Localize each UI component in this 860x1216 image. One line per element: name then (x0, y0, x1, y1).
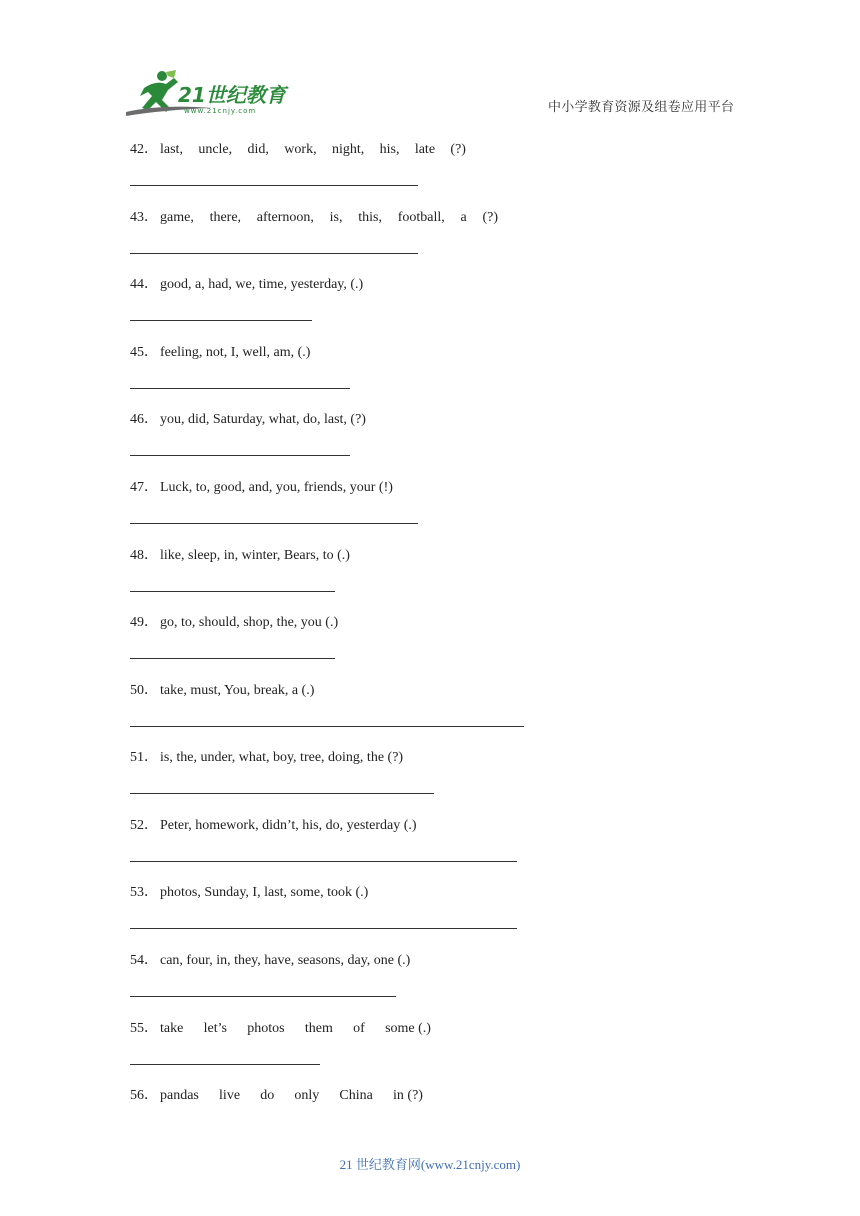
question-item (130, 679, 314, 699)
question-text: photos, Sunday, I, last, some, took (.) (160, 885, 369, 900)
question-text: good, a, had, we, time, yesterday, (.) (160, 277, 364, 292)
answer-line[interactable] (130, 591, 335, 592)
answer-line[interactable] (130, 455, 350, 456)
word-token: last, (160, 142, 183, 157)
question-number: 49． (130, 615, 158, 630)
question-item (130, 746, 403, 766)
question-number: 45． (130, 345, 158, 360)
word-token: live (219, 1088, 241, 1103)
question-number: 52． (130, 818, 158, 833)
question-number: 54． (130, 953, 158, 968)
word-token: China (339, 1088, 373, 1103)
question-number: 44． (130, 277, 158, 292)
question-item (130, 814, 417, 834)
word-token: uncle, (198, 142, 233, 157)
question-text: go, to, should, shop, the, you (.) (160, 615, 339, 630)
answer-line[interactable] (130, 861, 517, 862)
question-words (160, 142, 466, 158)
question-text: like, sleep, in, winter, Bears, to (.) (160, 548, 350, 563)
question-item (130, 1084, 423, 1104)
answer-line[interactable] (130, 388, 350, 389)
question-number: 42． (130, 142, 158, 157)
word-token: afternoon, (256, 210, 314, 225)
answer-line[interactable] (130, 523, 418, 524)
runner-logo-icon (122, 68, 292, 118)
word-token: did, (247, 142, 269, 157)
question-number: 47． (130, 480, 158, 495)
word-token: his, (379, 142, 400, 157)
word-token: only (294, 1088, 320, 1103)
question-text: feeling, not, I, well, am, (.) (160, 345, 311, 360)
answer-line[interactable] (130, 1064, 320, 1065)
question-item (130, 138, 466, 158)
question-item (130, 881, 368, 901)
answer-line[interactable] (130, 726, 524, 727)
question-item (130, 611, 338, 631)
question-text: is, the, under, what, boy, tree, doing, the (?) (160, 750, 404, 765)
question-number: 48． (130, 548, 158, 563)
platform-tagline: 中小学教育资源及组卷应用平台 (548, 100, 735, 115)
svg-text:21世纪教育: 21世纪教育 (178, 83, 286, 107)
word-token: is, (329, 210, 343, 225)
question-item (130, 206, 498, 226)
question-words (160, 210, 498, 226)
word-token: night, (331, 142, 365, 157)
word-token: do (260, 1088, 275, 1103)
question-text: take, must, You, break, a (.) (160, 683, 315, 698)
answer-line[interactable] (130, 185, 418, 186)
answer-line[interactable] (130, 793, 434, 794)
word-token: football, (397, 210, 445, 225)
question-number: 50． (130, 683, 158, 698)
word-token: of (353, 1021, 365, 1036)
word-token: in (?) (393, 1088, 423, 1103)
question-item (130, 476, 393, 496)
word-token: pandas (160, 1088, 199, 1103)
question-words (160, 1021, 431, 1037)
word-token: work, (284, 142, 317, 157)
question-text: you, did, Saturday, what, do, last, (?) (160, 412, 366, 427)
answer-line[interactable] (130, 253, 418, 254)
question-item (130, 544, 350, 564)
svg-text:www.21cnjy.com: www.21cnjy.com (184, 107, 257, 115)
word-token: some (.) (385, 1021, 431, 1036)
footer-source: 21 世纪教育网(www.21cnjy.com) (339, 1157, 521, 1172)
question-item (130, 408, 366, 428)
word-token: photos (247, 1021, 285, 1036)
question-item (130, 949, 410, 969)
question-item (130, 1017, 431, 1037)
word-token: them (304, 1021, 333, 1036)
word-token: (?) (482, 210, 498, 225)
question-text: Peter, homework, didn’t, his, do, yesterday (.) (160, 818, 417, 833)
question-text: can, four, in, they, have, seasons, day, one (.) (160, 953, 411, 968)
word-token: there, (209, 210, 242, 225)
question-number: 55． (130, 1021, 158, 1036)
question-number: 53． (130, 885, 158, 900)
answer-line[interactable] (130, 658, 335, 659)
question-words (160, 1088, 423, 1104)
question-item (130, 273, 363, 293)
question-item (130, 341, 310, 361)
question-number: 46． (130, 412, 158, 427)
answer-line[interactable] (130, 320, 312, 321)
question-number: 51． (130, 750, 158, 765)
word-token: take (160, 1021, 184, 1036)
word-token: this, (358, 210, 382, 225)
word-token: a (460, 210, 467, 225)
word-token: game, (160, 210, 194, 225)
answer-line[interactable] (130, 928, 517, 929)
question-number: 43． (130, 210, 158, 225)
question-number: 56． (130, 1088, 158, 1103)
answer-line[interactable] (130, 996, 396, 997)
question-text: Luck, to, good, and, you, friends, your (!) (160, 480, 393, 495)
word-token: late (414, 142, 436, 157)
site-logo (122, 68, 292, 118)
word-token: let’s (203, 1021, 227, 1036)
word-token: (?) (450, 142, 466, 157)
